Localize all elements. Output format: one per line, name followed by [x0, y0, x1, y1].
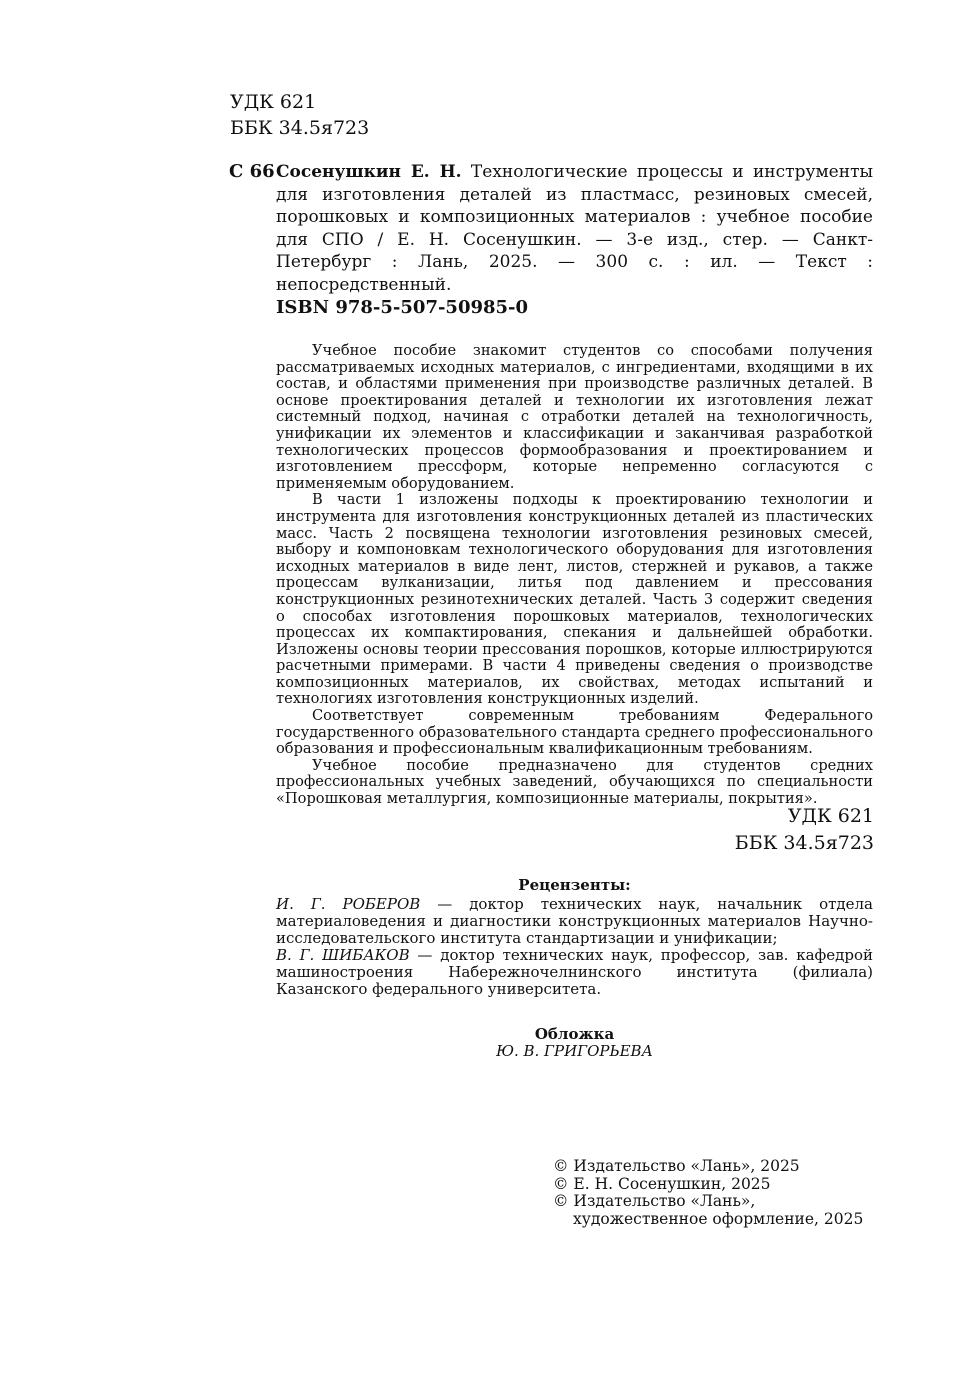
cover-title: Обложка — [534, 1025, 615, 1043]
reviewers-block — [276, 877, 873, 998]
copyright-line: художественное оформление, 2025 — [573, 1209, 864, 1228]
reviewer-name: И. Г. РОБЕРОВ — [276, 895, 421, 913]
bbk-code-top: ББК 34.5я723 — [230, 117, 370, 139]
reviewers-title: Рецензенты: — [518, 876, 631, 894]
reviewer-info: — доктор технических наук, начальник отдела материаловедения и диагностики конструкционных материалов Научно-исследовательского института стандартизации и унификации; — [276, 895, 873, 947]
udk-code-top: УДК 621 — [230, 91, 317, 113]
reviewer-entry — [276, 947, 873, 998]
annotation-paragraph: В части 1 изложены подходы к проектированию технологии и инструмента для изготовления конструкционных деталей из пластических масс. Часть 2 посвящена технологии изготовления резиновых смесей, выбору и компоновкам технологического оборудования для изготовления исходных материалов в виде лент, листов, стержней и рукавов, а также процессам вулканизации, литья под давлением и прессования конструкционных резинотехнических деталей. Часть 3 содержит сведения о способах изготовления порошковых материалов, технологических процессах их компактирования, спекания и дальнейшей обработки. Изложены основы теории прессования порошков, которые иллюстрируются расчетными примерами. В части 4 приведены сведения о производстве композиционных материалов, их свойствах, методах испытаний и технологиях изготовления конструкционных изделий. — [276, 491, 873, 708]
annotation-paragraph: Соответствует современным требованиям Федерального государственного образовательного стандарта среднего профессионального образования и профессиональным квалификационным требованиям. — [276, 707, 873, 758]
bibliographic-record — [276, 161, 873, 296]
reviewer-entry — [276, 896, 873, 947]
author-name: Сосенушкин Е. Н. — [276, 162, 462, 182]
cover-designer: Ю. В. ГРИГОРЬЕВА — [496, 1042, 653, 1060]
bbk-code-bottom: ББК 34.5я723 — [734, 832, 874, 854]
reviewer-name: В. Г. ШИБАКОВ — [276, 946, 410, 964]
udk-code-bottom: УДК 621 — [787, 805, 874, 827]
annotation — [276, 343, 873, 808]
copyright-line: © Издательство «Лань», 2025 — [553, 1157, 800, 1175]
copyright-block — [553, 1158, 863, 1228]
author-sign: С 66 — [229, 161, 275, 182]
cover-credit — [276, 1026, 873, 1060]
annotation-paragraph: Учебное пособие знакомит студентов со способами получения рассматриваемых исходных материалов, с ингредиентами, входящими в их состав, и областями применения при производстве различных деталей. В основе проектирования деталей и технологии их изготовления лежат системный подход, начиная с отработки деталей на технологичность, унификации их элементов и классификации и заканчивая разработкой технологических процессов формообразования и проектированием и изготовлением прессформ, которые непременно согласуются с применяемым оборудованием. — [276, 342, 873, 492]
annotation-paragraph: Учебное пособие предназначено для студентов средних профессиональных учебных заведений, обучающихся по специальности «Порошковая металлургия, композиционные материалы, покрытия». — [276, 756, 873, 808]
reviewer-info: — доктор технических наук, профессор, зав. кафедрой машиностроения Набережночелнинского института (филиала) Казанского федерального университета. — [276, 946, 873, 998]
isbn: ISBN 978-5-507-50985-0 — [276, 297, 529, 318]
bibliographic-description: Технологические процессы и инструменты для изготовления деталей из пластмасс, резиновых смесей, порошковых и композиционных материалов : учебное пособие для СПО / Е. Н. Сосенушкин. — 3-е изд., стер. — Санкт-Петербург : Лань, 2025. — 300 с. : ил. — Текст : непосредственный. — [276, 162, 874, 295]
copyright-line: © Е. Н. Сосенушкин, 2025 — [553, 1174, 771, 1193]
copyright-line: © Издательство «Лань», — [553, 1192, 756, 1210]
